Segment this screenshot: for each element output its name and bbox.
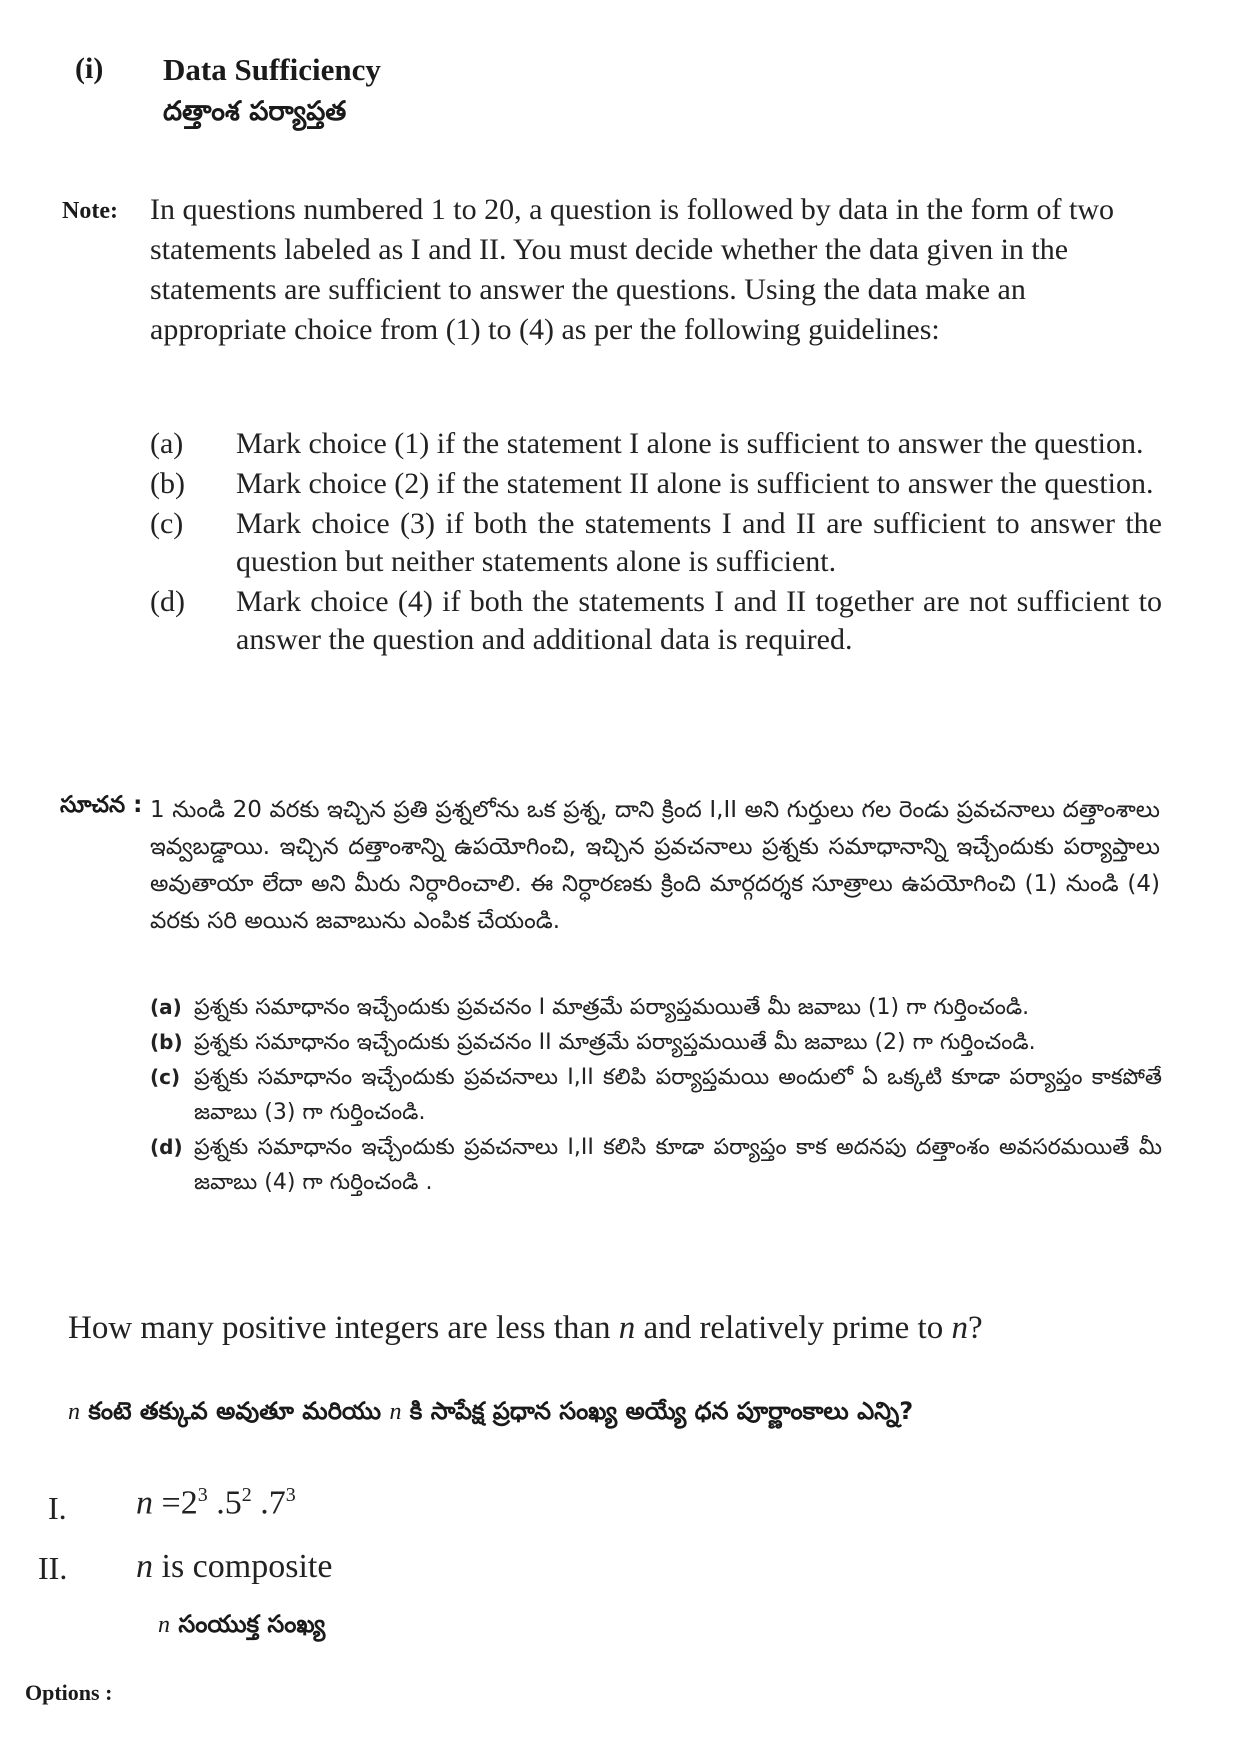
guideline-key: (a) — [150, 427, 184, 460]
guidelines-list-telugu — [150, 990, 1162, 1200]
guideline-item — [150, 583, 1162, 659]
guideline-text-telugu: ప్రశ్నకు సమాధానం ఇచ్చేందుకు ప్రవచనం I మాత్రమే పర్యాప్తమయితే మీ జవాబు (1) గా గుర్తించండి. — [194, 995, 1030, 1020]
guideline-key: (c) — [150, 507, 184, 540]
guidelines-list — [150, 425, 1162, 661]
question-text: How many positive integers are less than n and relatively prime to n? — [68, 1310, 983, 1346]
section-title: Data Sufficiency — [163, 52, 381, 87]
guideline-text: Mark choice (4) if both the statements I and II together are not sufficient to answer the question and additional data is required. — [236, 585, 1162, 656]
statement-2-text-telugu: n సంయుక్త సంఖ్య — [158, 1610, 326, 1638]
statement-1-number: I. — [48, 1490, 67, 1526]
note-label: Note: — [62, 198, 118, 224]
guideline-key-telugu: (b) — [150, 1030, 183, 1054]
guideline-item-telugu — [150, 1060, 1162, 1130]
statement-2-number: II. — [38, 1550, 68, 1586]
guideline-item — [150, 425, 1162, 463]
guideline-key: (d) — [150, 585, 185, 618]
question-text-telugu: n కంటె తక్కువ అవుతూ మరియు n కి సాపేక్ష ప్రధాన సంఖ్య అయ్యే ధన పూర్ణాంకాలు ఎన్ని? — [68, 1397, 914, 1425]
guideline-text-telugu: ప్రశ్నకు సమాధానం ఇచ్చేందుకు ప్రవచనాలు I,II కలిపి పర్యాప్తమయి అందులో ఏ ఒక్కటి కూడా పర్యాప్తం కాకపోతే జవాబు (3) గా గుర్తించండి. — [194, 1065, 1162, 1125]
guideline-key-telugu: (d) — [150, 1135, 183, 1159]
note-text-telugu: 1 నుండి 20 వరకు ఇచ్చిన ప్రతి ప్రశ్నలోను ఒక ప్రశ్న, దాని క్రింద I,II అని గుర్తులు గల రెండు ప్రవచనాలు దత్తాంశాలు ఇవ్వబడ్డాయి. ఇచ్చిన దత్తాంశాన్ని ఉపయోగించి, ఇచ్చిన ప్రవచనాలు ప్రశ్నకు సమాధానాన్ని ఇచ్చేందుకు పర్యాప్తాలు అవుతాయా లేదా అని మీరు నిర్ధారించాలి. ఈ నిర్ధారణకు క్రింది మార్గదర్శక సూత్రాలు ఉపయోగించి (1) నుండి (4) వరకు సరి అయిన జవాబును ఎంపిక చేయండి. — [150, 797, 1160, 934]
guideline-item-telugu — [150, 1130, 1162, 1200]
statement-2-text: n is composite — [136, 1548, 333, 1585]
note-text: In questions numbered 1 to 20, a question is followed by data in the form of two statements labeled as I and II. You must decide whether the data given in the statements are sufficient to answer the questions. Using the data make an appropriate choice from (1) to (4) as per the following guidelines: — [150, 193, 1114, 346]
guideline-text: Mark choice (3) if both the statements I and II are sufficient to answer the question but neither statements alone is sufficient. — [236, 507, 1162, 578]
guideline-text: Mark choice (2) if the statement II alone is sufficient to answer the question. — [236, 467, 1154, 500]
guideline-key-telugu: (a) — [150, 995, 182, 1019]
guideline-item-telugu — [150, 990, 1162, 1025]
statement-1-text: $n =2^3$ $.5^2$ $.7^3$ — [136, 1484, 296, 1522]
section-number: (i) — [75, 52, 104, 85]
guideline-text-telugu: ప్రశ్నకు సమాధానం ఇచ్చేందుకు ప్రవచనం II మాత్రమే పర్యాప్తమయితే మీ జవాబు (2) గా గుర్తించండి. — [194, 1030, 1036, 1055]
options-label: Options : — [25, 1680, 113, 1705]
note-label-telugu: సూచన : — [60, 792, 143, 818]
guideline-text: Mark choice (1) if the statement I alone is sufficient to answer the question. — [236, 427, 1144, 460]
section-title-telugu: దత్తాంశ పర్యాప్తత — [163, 96, 347, 127]
guideline-item — [150, 465, 1162, 503]
guideline-key: (b) — [150, 467, 185, 500]
guideline-key-telugu: (c) — [150, 1065, 181, 1089]
guideline-item — [150, 505, 1162, 581]
guideline-item-telugu — [150, 1025, 1162, 1060]
guideline-text-telugu: ప్రశ్నకు సమాధానం ఇచ్చేందుకు ప్రవచనాలు I,II కలిసి కూడా పర్యాప్తం కాక అదనపు దత్తాంశం అవసరమయితే మీ జవాబు (4) గా గుర్తించండి . — [194, 1135, 1162, 1195]
